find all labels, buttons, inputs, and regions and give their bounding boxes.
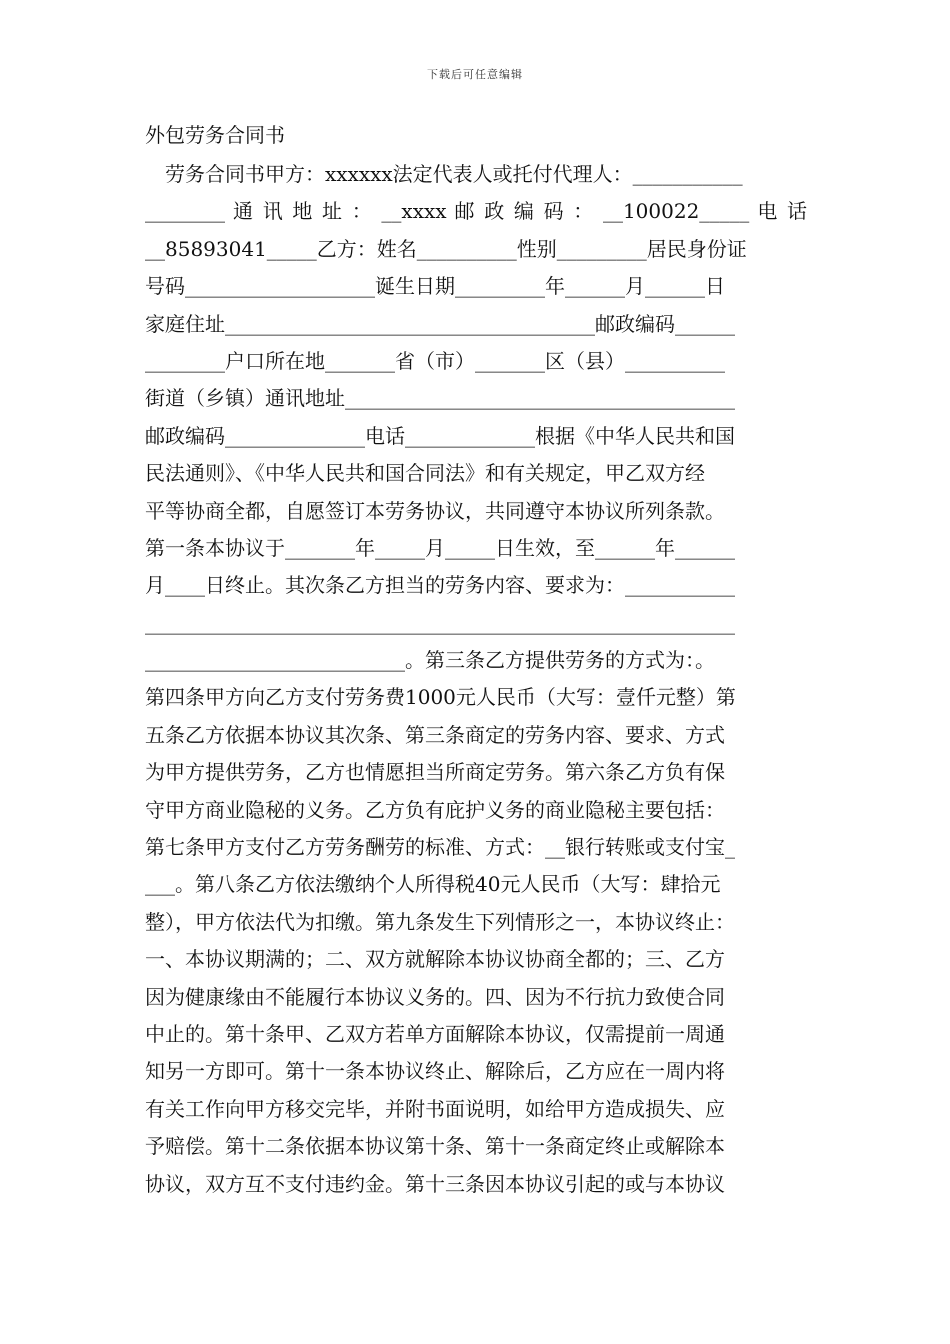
body-line: 整），甲方依法代为扣缴。第九条发生下列情形之一，本协议终止：	[145, 909, 735, 934]
body-line: 为甲方提供劳务，乙方也情愿担当所商定劳务。第六条乙方负有保	[145, 760, 725, 785]
body-line: 知另一方即可。第十一条本协议终止、解除后，乙方应在一周内将	[145, 1059, 725, 1084]
body-line: 第一条本协议于_______年_____月_____日生效，至______年______	[145, 535, 735, 560]
body-line: 劳务合同书甲方：xxxxxx法定代表人或托付代理人：___________	[145, 162, 743, 186]
body-line: 予赔偿。第十二条依据本协议第十条、第十一条商定终止或解除本	[145, 1134, 725, 1159]
body-line: 五条乙方依据本协议其次条、第三条商定的劳务内容、要求、方式	[145, 722, 725, 747]
body-line: 邮政编码______________电话_____________根据《中华人民共和国	[145, 423, 735, 448]
body-line: 民法通则》、《中华人民共和国合同法》和有关规定，甲乙双方经	[145, 461, 705, 486]
body-line: ___________________________________________________________	[145, 610, 735, 635]
body-line: 街道（乡镇）通讯地址_______________________________________	[145, 386, 735, 411]
body-line: ___。第八条乙方依法缴纳个人所得税40元人民币（大写：肆拾元	[145, 872, 721, 897]
document-body	[145, 156, 807, 1203]
document-title: 外包劳务合同书	[145, 123, 285, 147]
body-line: 协议，双方互不支付违约金。第十三条因本协议引起的或与本协议	[145, 1171, 725, 1196]
body-line: 第七条甲方支付乙方劳务酬劳的标准、方式：__银行转账或支付宝_	[145, 835, 735, 860]
body-line: 有关工作向甲方移交完毕，并附书面说明，如给甲方造成损失、应	[145, 1096, 725, 1121]
body-line: __________________________。第三条乙方提供劳务的方式为：。	[145, 648, 715, 673]
body-line: ________ 通 讯 地 址 ： __xxxx 邮 政 编 码 ： __100022_____ 电 话	[145, 199, 807, 224]
body-line: __85893041_____乙方：姓名__________性别_________居民身份证	[145, 236, 747, 261]
body-line: 因为健康缘由不能履行本协议义务的。四、因为不行抗力致使合同	[145, 984, 725, 1009]
body-line: 家庭住址_____________________________________邮政编码______	[145, 311, 735, 336]
body-line: 平等协商全都，自愿签订本劳务协议，共同遵守本协议所列条款。	[145, 498, 725, 523]
body-line: 月____日终止。其次条乙方担当的劳务内容、要求为：___________	[145, 573, 735, 598]
body-line: 第四条甲方向乙方支付劳务费1000元人民币（大写：壹仟元整）第	[145, 685, 736, 710]
body-line: 号码___________________诞生日期_________年______月______日	[145, 274, 725, 299]
page-header-note: 下载后可任意编辑	[427, 68, 523, 81]
body-line: 中止的。第十条甲、乙双方若单方面解除本协议，仅需提前一周通	[145, 1021, 725, 1046]
body-line: 守甲方商业隐秘的义务。乙方负有庇护义务的商业隐秘主要包括：	[145, 797, 725, 822]
body-line: ________户口所在地_______省（市）_______区（县）__________	[145, 348, 725, 373]
body-line: 一、本协议期满的；二、双方就解除本协议协商全都的；三、乙方	[145, 947, 725, 972]
